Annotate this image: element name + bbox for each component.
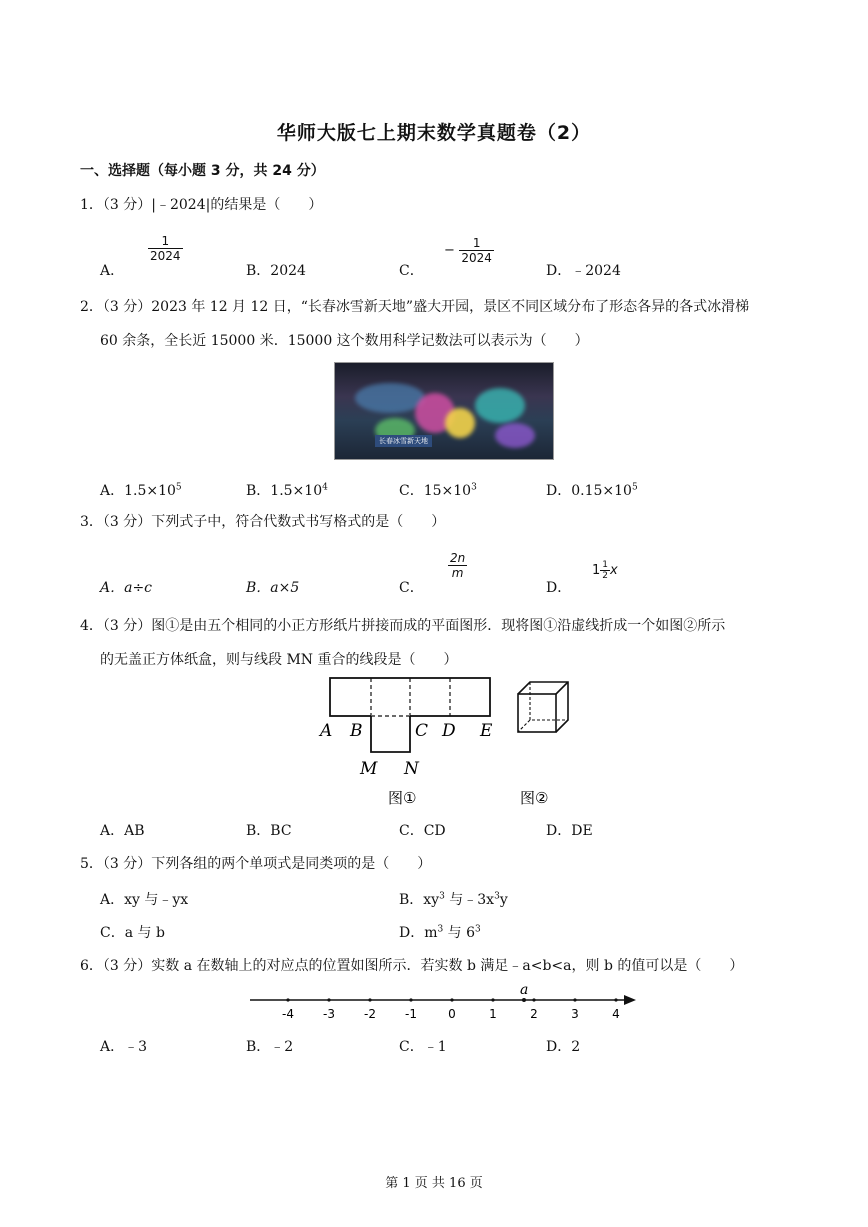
q6-option-d: D．2 (546, 1039, 581, 1055)
point-label-m: M (360, 759, 378, 779)
net-bottom-square (371, 716, 410, 752)
q3-option-c-fraction (448, 551, 467, 580)
q1-option-b: B．2024 (246, 263, 306, 279)
ice-park-photo (334, 362, 554, 460)
point-label-c: C (415, 721, 429, 741)
point-label-d: D (442, 721, 456, 741)
axis-tick-label: -2 (364, 1007, 376, 1021)
q6-stem: 6．（3 分）实数 a 在数轴上的对应点的位置如图所示．若实数 b 满足﹣a<b<a，则 b 的值可以是（ ） (80, 958, 744, 974)
q4-stem-line1: 4．（3 分）图①是由五个相同的小正方形纸片拼接而成的平面图形．现将图①沿虚线折成一个如图②所示 (80, 618, 726, 634)
q4-option-b: B．BC (246, 823, 292, 839)
q1-stem: 1．（3 分）|﹣2024|的结果是（ ） (80, 197, 323, 213)
q4-option-a: A．AB (100, 823, 145, 839)
axis-tick-label: 1 (489, 1007, 497, 1021)
q6-option-a: A．﹣3 (100, 1039, 148, 1055)
axis-tick (491, 998, 494, 1001)
q1-option-c-fraction (444, 236, 494, 265)
point-label-e: E (480, 721, 493, 741)
cube-front-face (518, 694, 556, 732)
axis-tick (450, 998, 453, 1001)
figure-2-caption: 图② (520, 789, 549, 807)
page-footer: 第 1 页 共 16 页 (385, 1176, 483, 1191)
axis-tick-label: -1 (405, 1007, 417, 1021)
axis-tick-label: -3 (323, 1007, 335, 1021)
net-top-rect (330, 678, 490, 716)
q1-option-c-label: C． (399, 263, 424, 279)
axis-tick (327, 998, 330, 1001)
fraction-numerator: 1 (161, 234, 170, 248)
q1-option-d: D．﹣2024 (546, 263, 621, 279)
page-title: 华师大版七上期末数学真题卷（2） (276, 122, 592, 144)
minus-sign: − (444, 243, 455, 258)
q2-option-a: A．$1.5\times 10^5$ (100, 482, 182, 499)
axis-tick-label: -4 (282, 1007, 294, 1021)
q3-option-d-mixed-number: 1 $\frac{1}{2}$ x (592, 560, 618, 581)
q5-option-b: B．$xy^3$ 与$﹣3x^3y$ (399, 891, 508, 908)
q5-option-c: C．a 与 b (100, 925, 165, 941)
q4-option-d: D．DE (546, 823, 593, 839)
q3-option-b: B．a×5 (246, 580, 300, 596)
fraction-numerator: 1 (472, 236, 481, 250)
axis-tick (286, 998, 289, 1001)
arrow-head-icon (624, 995, 636, 1005)
q3-option-d-label: D． (546, 580, 572, 596)
q2-option-b: B．$1.5\times 10^4$ (246, 482, 328, 499)
axis-tick-label: 3 (571, 1007, 579, 1021)
q3-stem: 3．（3 分）下列式子中，符合代数式书写格式的是（ ） (80, 514, 446, 530)
section-heading: 一、选择题（每小题 3 分，共 24 分） (80, 163, 325, 179)
fraction-denominator: 2024 (461, 251, 492, 265)
point-label-n: N (404, 759, 419, 779)
q2-option-d: D．$0.15\times 10^5$ (546, 482, 638, 499)
point-label-a: A (320, 721, 333, 741)
axis-tick (532, 998, 535, 1001)
fraction-denominator: 2024 (150, 249, 181, 263)
q3-option-c-label: C． (399, 580, 424, 596)
q1-option-a-label: A． (100, 263, 125, 279)
axis-tick-label: 4 (612, 1007, 620, 1021)
q2-stem-line1: 2．（3 分）2023 年 12 月 12 日，“长春冰雪新天地”盛大开园，景区不同区域分布了形态各异的各式冰滑梯 (80, 299, 750, 315)
q5-stem: 5．（3 分）下列各组的两个单项式是同类项的是（ ） (80, 856, 432, 872)
axis-tick-label: 0 (448, 1007, 456, 1021)
q2-stem-line2: 60 余条，全长近 15000 米．15000 这个数用科学记数法可以表示为（ ） (100, 333, 589, 349)
point-a-label: a (520, 982, 529, 998)
fraction-numerator: 2n (450, 551, 466, 565)
q5-option-a: A．xy 与﹣yx (100, 892, 189, 908)
axis-tick-label: 2 (530, 1007, 538, 1021)
q1-option-a-fraction (148, 234, 183, 263)
point-label-b: B (350, 721, 363, 741)
q2-option-c: C．$15\times 10^3$ (399, 482, 477, 499)
photo-caption: 长春冰雪新天地 (375, 435, 432, 447)
q6-option-b: B．﹣2 (246, 1039, 294, 1055)
axis-tick (409, 998, 412, 1001)
q6-option-c: C．﹣1 (399, 1039, 447, 1055)
q5-option-d: D．$m^3$ 与 $6^3$ (399, 924, 481, 941)
fraction-denominator: m (451, 566, 464, 580)
point-a-dot (522, 998, 526, 1002)
number-line (244, 982, 644, 1022)
q4-stem-line2: 的无盖正方体纸盒，则与线段 MN 重合的线段是（ ） (100, 652, 458, 668)
q4-option-c: C．CD (399, 823, 446, 839)
axis-tick (573, 998, 576, 1001)
figure-1-caption: 图① (388, 789, 417, 807)
axis-tick (368, 998, 371, 1001)
q3-option-a: A．a÷c (100, 580, 153, 596)
axis-tick (614, 998, 617, 1001)
cube-net-figure (310, 670, 590, 820)
